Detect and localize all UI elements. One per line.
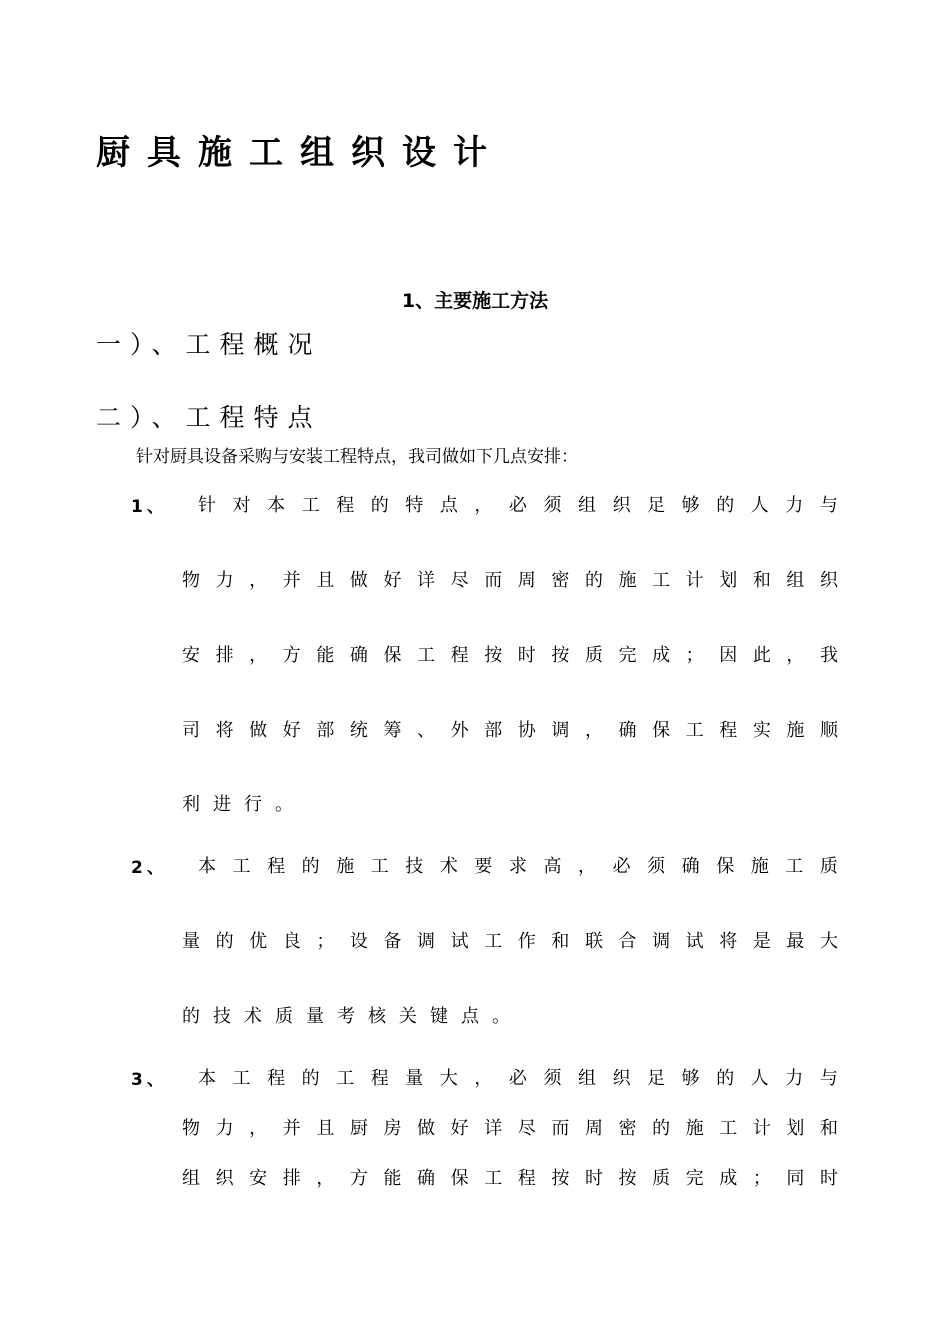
item-line: 物 力 ， 并 且 厨 房 做 好 详 尽 而 周 密 的 施 工 计 划 和 [182, 1118, 838, 1139]
item-line: 的 技 术 质 量 考 核 关 键 点 。 [182, 1006, 510, 1027]
item-number: 2、 [131, 858, 168, 878]
item-line: 物 力 ， 并 且 做 好 详 尽 而 周 密 的 施 工 计 划 和 组 织 [182, 570, 838, 591]
item-number: 1、 [131, 497, 168, 517]
section-heading: 1、主要施工方法 [401, 290, 549, 312]
item-line: 利 进 行 。 [182, 794, 293, 815]
subheading-overview: 一）、工程概况 [96, 330, 322, 359]
item-line: 司 将 做 好 部 统 筹 、 外 部 协 调 ， 确 保 工 程 实 施 顺 [182, 720, 838, 741]
document-title: 厨具施工组织设计 [96, 133, 504, 173]
item-line: 本 工 程 的 工 程 量 大 ， 必 须 组 织 足 够 的 人 力 与 [198, 1068, 838, 1089]
item-number: 3、 [131, 1070, 168, 1090]
item-line: 本 工 程 的 施 工 技 术 要 求 高 ， 必 须 确 保 施 工 质 [198, 856, 838, 877]
item-line: 针 对 本 工 程 的 特 点 ， 必 须 组 织 足 够 的 人 力 与 [198, 495, 838, 516]
item-line: 安 排 ， 方 能 确 保 工 程 按 时 按 质 完 成 ； 因 此 ， 我 [182, 645, 838, 666]
item-line: 组 织 安 排 ， 方 能 确 保 工 程 按 时 按 质 完 成 ； 同 时 [182, 1168, 838, 1189]
subheading-features: 二）、工程特点 [96, 403, 322, 432]
intro-paragraph: 针对厨具设备采购与安装工程特点，我司做如下几点安排： [136, 447, 578, 467]
item-line: 量 的 优 良 ； 设 备 调 试 工 作 和 联 合 调 试 将 是 最 大 [182, 931, 838, 952]
